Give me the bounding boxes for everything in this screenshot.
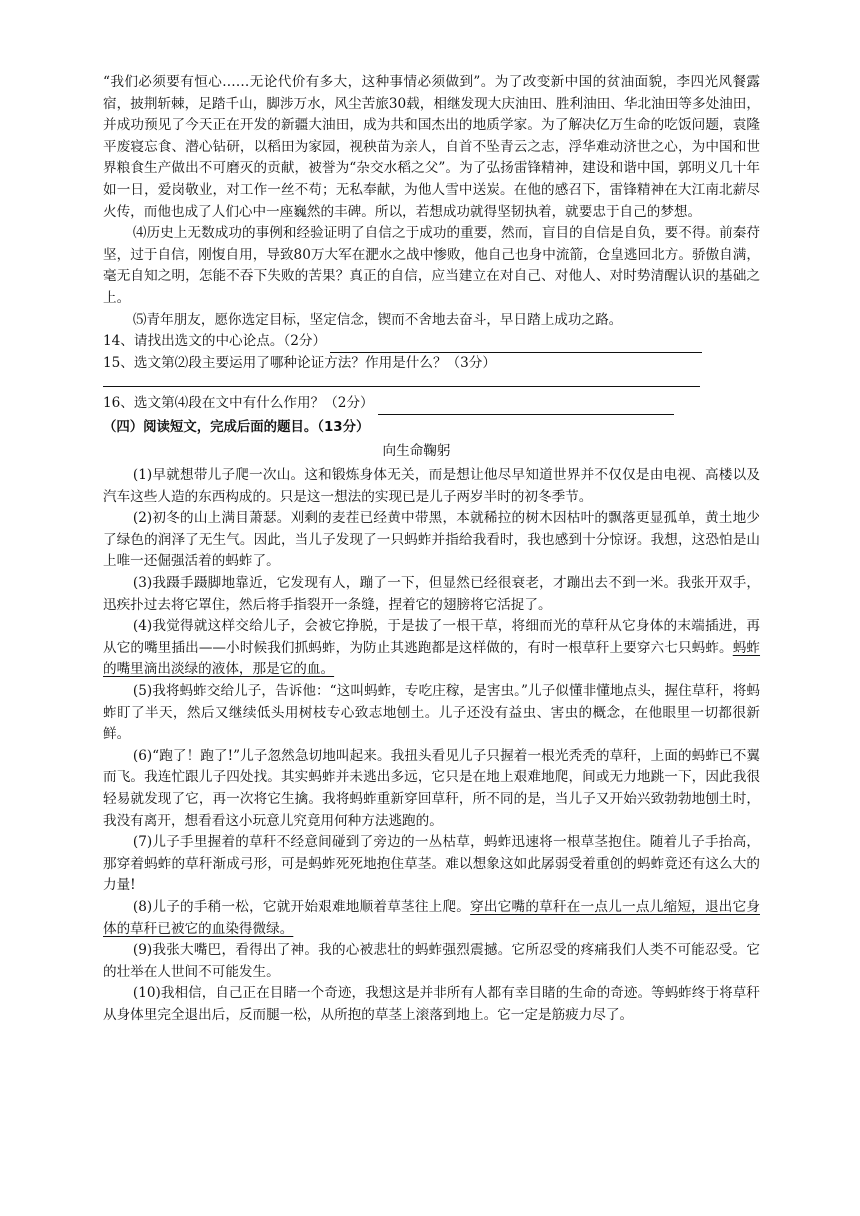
question-14 [103, 331, 760, 353]
article-paragraph-2: (2)初冬的山上满目萧瑟。刈剩的麦茬已经黄中带黑，本就稀拉的树木因枯叶的飘落更显孤单，黄土地少了绿色的润泽了无生气。因此，当儿子发现了一只蚂蚱并指给我看时，我也感到十分惊讶。我想，这恐怕是山上唯一还倔强活着的蚂蚱了。 [103, 510, 760, 570]
article-paragraph-8 [103, 897, 760, 940]
question-14-text: 14、请找出选文的中心论点。（2分） [103, 333, 327, 350]
article-title: 向生命鞠躬 [382, 442, 451, 459]
underlined-sentence-8: 穿出它嘴的草秆在一点儿一点儿缩短，退出它身体的草秆已被它的血染得微绿。 [103, 898, 760, 937]
article-paragraph-8-text: (8)儿子的手稍一松，它就开始艰难地顺着草茎往上爬。 [132, 898, 471, 915]
answer-line-14[interactable] [330, 336, 702, 353]
question-15-text: 15、选文第⑵段主要运用了哪种论证方法？作用是什么？（3分） [103, 354, 496, 371]
answer-line-15[interactable] [103, 374, 700, 387]
article-paragraph-1: (1)早就想带儿子爬一次山。这和锻炼身体无关，而是想让他尽早知道世界并不仅仅是由电视、高楼以及汽车这些人造的东西构成的。只是这一想法的实现已是儿子两岁半时的初冬季节。 [103, 467, 760, 505]
question-16 [103, 393, 760, 415]
document-page [103, 72, 760, 1027]
article-paragraph-3: (3)我蹑手蹑脚地靠近，它发现有人，蹦了一下，但显然已经很衰老，才蹦出去不到一米。我张开双手，迅疾扑过去将它罩住，然后将手指裂开一条缝，捏着它的翅膀将它活捉了。 [103, 575, 760, 613]
paragraph-3: “我们必须要有恒心……无论代价有多大，这种事情必须做到”。为了改变新中国的贫油面貌，李四光风餐露宿，披荆斩棘，足踏千山，脚涉万水，风尘苦旅30载，相继发现大庆油田、胜利油田、华北油田等多处油田，并成功预见了今天正在开发的新疆大油田，成为共和国杰出的地质学家。为了解决亿万生命的吃饭问题，袁隆平废寝忘食、潜心钻研，以稻田为家园，视秧苗为亲人，自首不坠青云之志，浮华难动济世之心，为中国和世界粮食生产做出不可磨灭的贡献，被誉为“杂交水稻之父”。为了弘扬雷锋精神，建设和谐中国，郭明义几十年如一日，爱岗敬业，对工作一丝不苟；无私奉献，为他人雪中送炭。在他的感召下，雷锋精神在大江南北薪尽火传，而他也成了人们心中一座巍然的丰碑。所以，若想成功就得坚韧执着，就要忠于自己的梦想。 [103, 74, 760, 220]
article-paragraph-10: (10)我相信，自己正在目睹一个奇迹，我想这是并非所有人都有幸目睹的生命的奇迹。等蚂蚱终于将草秆从身体里完全退出后，反而腿一松，从所抱的草茎上滚落到地上。它一定是筋疲力尽了。 [103, 985, 760, 1023]
underlined-sentence-4: 蚂蚱的嘴里滴出淡绿的液体，那是它的血。 [103, 639, 761, 678]
section-heading: （四）阅读短文，完成后面的题目。（13分） [103, 419, 370, 435]
article-paragraph-7: (7)儿子手里握着的草秆不经意间碰到了旁边的一丛枯草，蚂蚱迅速将一根草茎抱住。随着儿子手抬高，那穿着蚂蚱的草秆渐成弓形，可是蚂蚱死死地抱住草茎。难以想象这如此孱弱受着重创的蚂蚱竟还有这么大的力量! [103, 834, 760, 894]
paragraph-4: ⑷历史上无数成功的事例和经验证明了自信之于成功的重要，然而，盲目的自信是自负，要不得。前秦苻坚，过于自信，刚愎自用，导致80万大军在淝水之战中惨败，他自己也身中流箭，仓皇逃回北方。骄傲自满，毫无自知之明，怎能不吞下失败的苦果？真正的自信，应当建立在对自己、对他人、对时势清醒认识的基础之上。 [103, 225, 760, 306]
question-16-text: 16、选文第⑷段在文中有什么作用？（2分） [103, 395, 374, 412]
answer-line-16[interactable] [378, 398, 674, 415]
article-paragraph-4 [103, 616, 760, 681]
article-paragraph-6: (6)“跑了！跑了!”儿子忽然急切地叫起来。我扭头看见儿子只握着一根光秃秃的草秆，上面的蚂蚱已不翼而飞。我连忙跟儿子四处找。其实蚂蚱并未逃出多远，它只是在地上艰难地爬，间或无力地跳一下，因此我很轻易就发现了它，再一次将它生擒。我将蚂蚱重新穿回草秆，所不同的是，当儿子又开始兴致勃勃地刨土时，我没有离开，想看看这小玩意儿究竟用何种方法逃跑的。 [103, 747, 760, 829]
article-paragraph-5: (5)我将蚂蚱交给儿子，告诉他：“这叫蚂蚱，专吃庄稼，是害虫。”儿子似懂非懂地点头，握住草秆，将蚂蚱盯了半天，然后又继续低头用树枝专心致志地刨土。儿子还没有益虫、害虫的概念，在他眼里一切都很新鲜。 [103, 683, 760, 743]
article-paragraph-4-text: (4)我觉得就这样交给儿子，会被它挣脱，于是拔了一根干草，将细而光的草秆从它身体的末端插进，再从它的嘴里插出——小时候我们抓蚂蚱，为防止其逃跑都是这样做的，有时一根草秆上要穿六七只蚂蚱。 [103, 618, 760, 656]
paragraph-5: ⑸青年朋友，愿你选定目标，坚定信念，锲而不舍地去奋斗，早日踏上成功之路。 [132, 311, 623, 328]
article-paragraph-9: (9)我张大嘴巴，看得出了神。我的心被悲壮的蚂蚱强烈震撼。它所忍受的疼痛我们人类不可能忍受。它的壮举在人世间不可能发生。 [103, 942, 760, 980]
question-15 [103, 353, 760, 375]
